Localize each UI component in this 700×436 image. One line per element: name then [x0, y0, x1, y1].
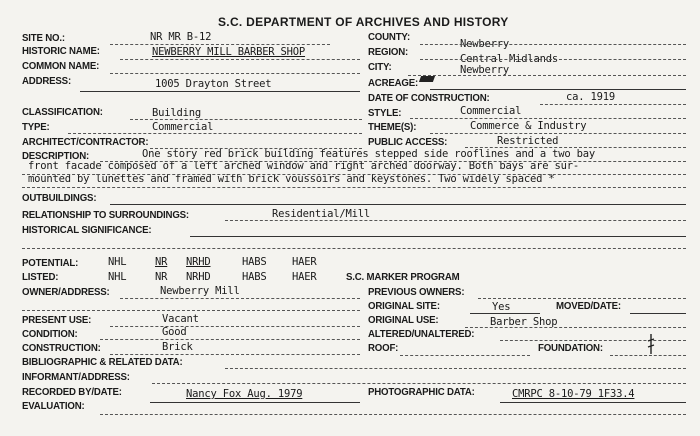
present-use-value: Vacant — [162, 313, 199, 325]
evaluation-line — [100, 414, 686, 415]
prev-owners-label: PREVIOUS OWNERS: — [368, 286, 465, 298]
owner-label: OWNER/ADDRESS: — [22, 286, 110, 298]
condition-value: Good — [162, 326, 187, 338]
roof-line — [400, 355, 530, 356]
prev-owners-line — [478, 298, 686, 299]
form-header: S.C. DEPARTMENT OF ARCHIVES AND HISTORY — [218, 15, 509, 29]
style-label: STYLE: — [368, 107, 402, 119]
potential-habs: HABS — [242, 256, 267, 268]
potential-label: POTENTIAL: — [22, 257, 79, 269]
listed-nhl: NHL — [108, 271, 127, 283]
potential-nhl: NHL — [108, 256, 127, 268]
themes-line — [430, 133, 686, 134]
outbuildings-label: OUTBUILDINGS: — [22, 192, 97, 204]
region-label: REGION: — [368, 46, 409, 58]
relationship-line — [225, 220, 686, 221]
moved-date-label: MOVED/DATE: — [556, 300, 621, 312]
foundation-label: FOUNDATION: — [538, 342, 603, 354]
condition-line — [100, 339, 360, 340]
themes-label: THEME(S): — [368, 121, 417, 133]
listed-label: LISTED: — [22, 271, 59, 283]
listed-nrhd: NRHD — [186, 271, 211, 283]
owner-value: Newberry Mill — [160, 285, 240, 297]
altered-label: ALTERED/UNALTERED: — [368, 328, 475, 340]
classification-label: CLASSIFICATION: — [22, 106, 103, 118]
public-access-line — [465, 147, 686, 148]
historic-name-value: NEWBERRY MILL BARBER SHOP — [152, 46, 306, 58]
region-value: Central Midlands — [460, 53, 558, 65]
date-construction-line — [540, 104, 686, 105]
construction-label: CONSTRUCTION: — [22, 342, 101, 354]
date-construction-label: DATE OF CONSTRUCTION: — [368, 92, 490, 104]
blank-rule — [22, 248, 686, 249]
city-line — [408, 75, 686, 76]
potential-nrhd: NRHD — [186, 256, 211, 268]
style-value: Commercial — [460, 105, 522, 117]
classification-line — [130, 119, 362, 120]
city-label: CITY: — [368, 61, 392, 73]
relationship-value: Residential/Mill — [272, 208, 370, 220]
common-name-label: COMMON NAME: — [22, 60, 100, 72]
listed-nr: NR — [155, 271, 168, 283]
original-site-value: Yes — [492, 301, 511, 313]
evaluation-label: EVALUATION: — [22, 400, 85, 412]
acreage-label: ACREAGE: — [368, 77, 419, 89]
description-rule-1 — [100, 161, 686, 162]
type-value: Commercial — [152, 121, 214, 133]
roof-label: ROOF: — [368, 342, 399, 354]
significance-label: HISTORICAL SIGNIFICANCE: — [22, 224, 152, 236]
themes-value: Commerce & Industry — [470, 120, 587, 132]
marker-program-label: S.C. MARKER PROGRAM — [346, 271, 460, 283]
description-line-1: One story red brick building features stepped side rooflines and a two bay — [142, 148, 595, 160]
recorded-line — [150, 402, 360, 403]
bibliographic-line — [225, 368, 686, 369]
condition-label: CONDITION: — [22, 328, 78, 340]
historic-name-line — [120, 59, 360, 60]
listed-habs: HABS — [242, 271, 267, 283]
significance-line — [190, 236, 686, 237]
outbuildings-line — [110, 204, 686, 205]
potential-nr: NR — [155, 256, 168, 268]
owner-line — [120, 298, 360, 299]
relationship-label: RELATIONSHIP TO SURROUNDINGS: — [22, 209, 189, 221]
original-use-value: Barber Shop — [490, 316, 558, 328]
recorded-label: RECORDED BY/DATE: — [22, 386, 122, 398]
original-use-label: ORIGINAL USE: — [368, 314, 439, 326]
bibliographic-label: BIBLIOGRAPHIC & RELATED DATA: — [22, 356, 183, 368]
altered-line — [500, 340, 686, 341]
site-no-value: NR MR B-12 — [150, 31, 212, 43]
original-site-line — [470, 313, 540, 314]
ink-smudge-mark — [419, 76, 435, 82]
style-line — [410, 118, 686, 119]
photographic-label: PHOTOGRAPHIC DATA: — [368, 386, 475, 398]
address-line — [80, 91, 360, 92]
informant-label: INFORMANT/ADDRESS: — [22, 371, 130, 383]
date-construction-value: ca. 1919 — [566, 91, 615, 103]
county-label: COUNTY: — [368, 31, 411, 43]
classification-value: Building — [152, 107, 201, 119]
public-access-label: PUBLIC ACCESS: — [368, 136, 448, 148]
informant-line — [152, 383, 686, 384]
description-line-3: mounted by lunettes and framed with brick voussoirs and keystones. Two widely spaced * — [28, 173, 555, 185]
recorded-value: Nancy Fox Aug. 1979 — [186, 388, 303, 400]
type-label: TYPE: — [22, 121, 50, 133]
address-label: ADDRESS: — [22, 75, 71, 87]
site-no-label: SITE NO.: — [22, 32, 65, 44]
description-rule-2 — [22, 174, 686, 175]
acreage-line — [430, 89, 686, 90]
original-site-label: ORIGINAL SITE: — [368, 300, 440, 312]
type-line — [68, 133, 362, 134]
historic-name-label: HISTORIC NAME: — [22, 45, 100, 57]
common-name-line — [110, 73, 360, 74]
moved-date-line — [630, 313, 686, 314]
photographic-value: CMRPC 8-10-79 1F33.4 — [512, 388, 635, 400]
architect-label: ARCHITECT/CONTRACTOR: — [22, 136, 149, 148]
address-value: 1005 Drayton Street — [155, 78, 272, 90]
county-line — [420, 44, 686, 45]
description-label: DESCRIPTION: — [22, 150, 90, 162]
foundation-line — [610, 355, 686, 356]
site-no-line — [110, 44, 330, 45]
public-access-value: Restricted — [497, 135, 559, 147]
construction-line — [110, 354, 360, 355]
present-use-label: PRESENT USE: — [22, 314, 92, 326]
owner-line-2 — [22, 310, 360, 311]
construction-value: Brick — [162, 341, 193, 353]
listed-haer: HAER — [292, 271, 317, 283]
handwritten-mark — [646, 333, 656, 355]
city-value: Newberry — [460, 64, 509, 76]
present-use-line — [110, 326, 360, 327]
original-use-line — [465, 327, 686, 328]
region-line — [420, 59, 686, 60]
potential-haer: HAER — [292, 256, 317, 268]
description-line-2: front facade composed of a left arched window and right arched doorway. Both bays are sur- — [28, 160, 579, 172]
description-rule-3 — [22, 187, 686, 188]
photographic-line — [500, 402, 686, 403]
county-value: Newberry — [460, 38, 509, 50]
